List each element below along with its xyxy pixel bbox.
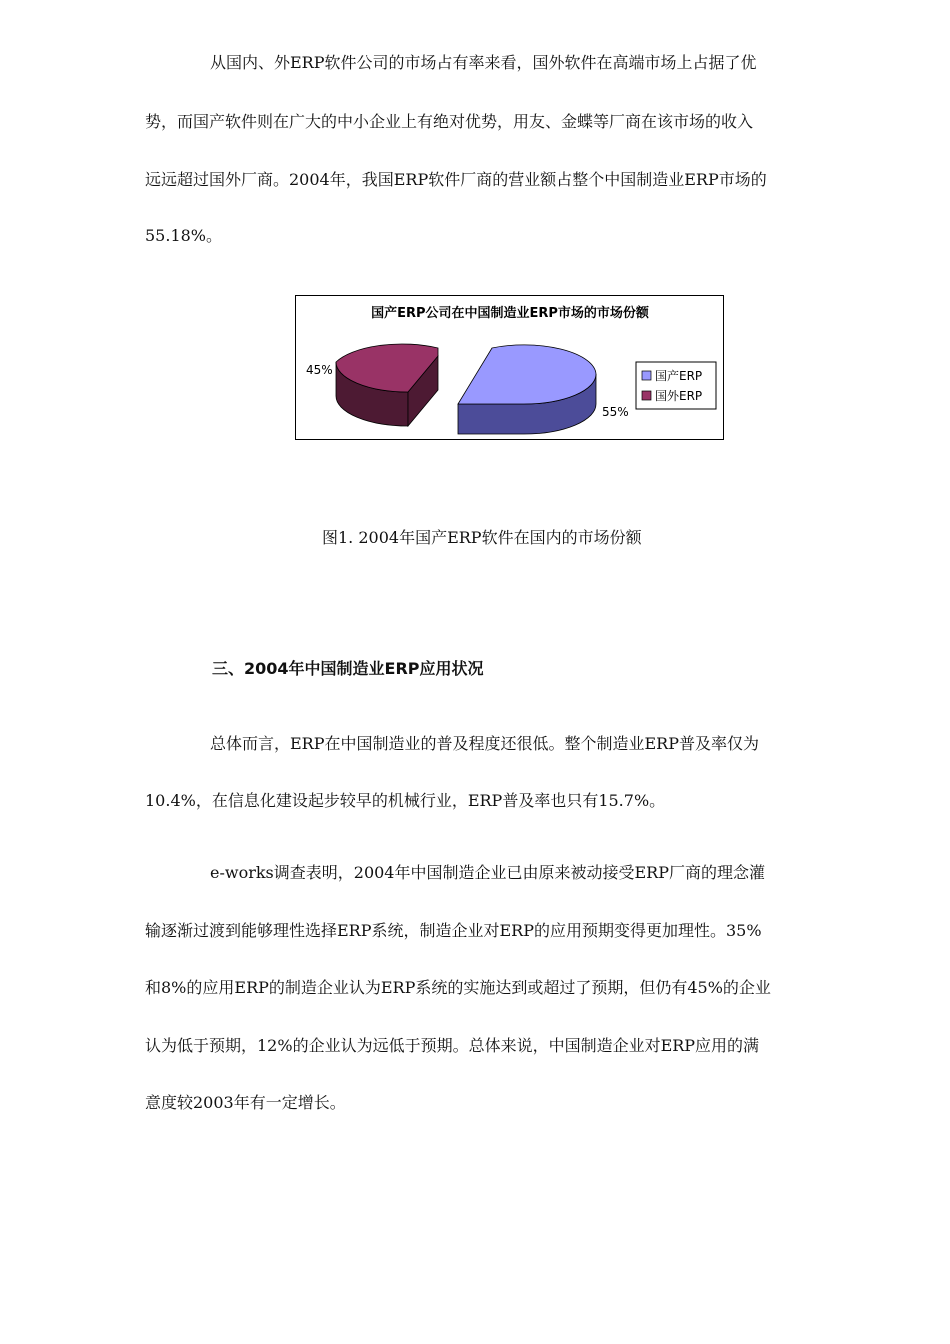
paragraph-1-line-1: 从国内、外ERP软件公司的市场占有率来看，国外软件在高端市场上占据了优 [210,53,757,72]
figure-caption: 图1. 2004年国产ERP软件在国内的市场份额 [322,528,642,547]
paragraph-2-line-2: 10.4%，在信息化建设起步较早的机械行业，ERP普及率也只有15.7%。 [145,791,666,810]
paragraph-3-line-4: 认为低于预期，12%的企业认为远低于预期。总体来说，中国制造企业对ERP应用的满 [145,1036,760,1055]
section-heading: 三、2004年中国制造业ERP应用状况 [212,659,484,678]
chart-legend [636,362,716,409]
paragraph-3-line-1: e-works调查表明，2004年中国制造企业已由原来被动接受ERP厂商的理念灌 [210,863,765,882]
data-label-foreign: 45% [306,363,333,377]
legend-label-foreign: 国外ERP [655,389,703,403]
paragraph-1-line-4: 55.18%。 [145,226,223,245]
legend-swatch-foreign [642,391,651,400]
paragraph-3-line-2: 输逐渐过渡到能够理性选择ERP系统，制造企业对ERP的应用预期变得更加理性。35% [145,921,762,940]
data-label-domestic: 55% [602,405,629,419]
slice-domestic [458,345,596,434]
paragraph-3-line-5: 意度较2003年有一定增长。 [145,1093,346,1112]
pie-chart-svg [296,296,725,441]
paragraph-1-line-3: 远远超过国外厂商。2004年，我国ERP软件厂商的营业额占整个中国制造业ERP市场的 [145,170,767,189]
slice-domestic-top [458,345,596,404]
slice-foreign [336,344,438,426]
pie-chart [295,295,724,440]
paragraph-2-line-1: 总体而言，ERP在中国制造业的普及程度还很低。整个制造业ERP普及率仅为 [210,734,759,753]
legend-label-domestic: 国产ERP [655,369,703,383]
paragraph-1-line-2: 势，而国产软件则在广大的中小企业上有绝对优势，用友、金蝶等厂商在该市场的收入 [145,112,754,131]
chart-title: 国产ERP公司在中国制造业ERP市场的市场份额 [371,306,649,321]
paragraph-3-line-3: 和8%的应用ERP的制造企业认为ERP系统的实施达到或超过了预期，但仍有45%的企业 [145,978,771,997]
legend-swatch-domestic [642,371,651,380]
